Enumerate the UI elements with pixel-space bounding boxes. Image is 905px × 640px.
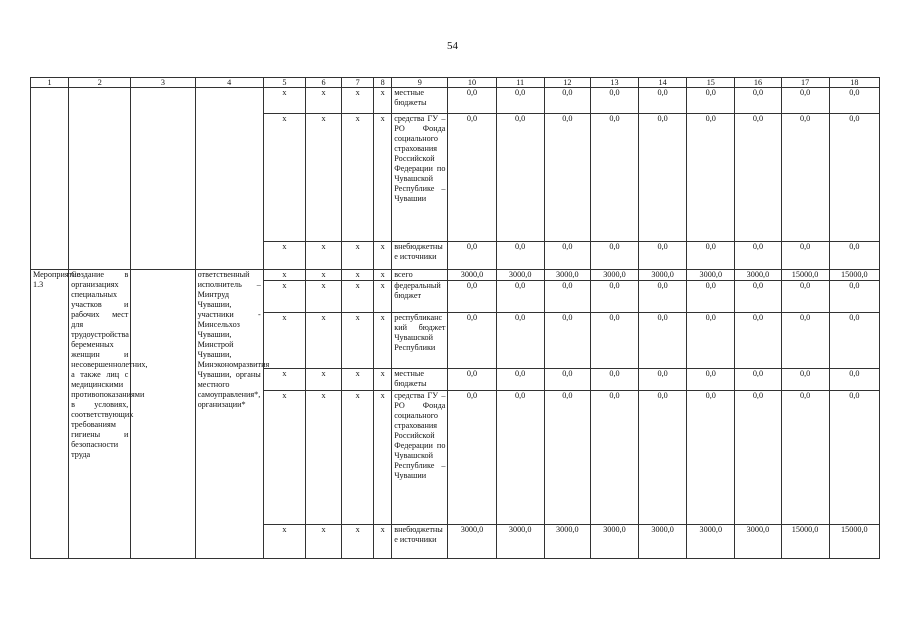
amount-cell: 0,0 — [448, 391, 496, 525]
amount-cell: 3000,0 — [544, 270, 590, 281]
amount-cell: 3000,0 — [544, 525, 590, 559]
amount-cell: 15000,0 — [829, 270, 879, 281]
x-mark-cell: х — [342, 281, 374, 313]
amount-cell: 3000,0 — [590, 525, 638, 559]
x-mark-cell: х — [374, 270, 392, 281]
x-mark-cell: х — [342, 313, 374, 369]
funding-source-cell: федеральный бюджет — [392, 281, 448, 313]
amount-cell: 0,0 — [448, 88, 496, 114]
x-mark-cell: х — [305, 313, 341, 369]
column-number: 13 — [590, 78, 638, 88]
x-mark-cell: х — [374, 88, 392, 114]
amount-cell: 0,0 — [829, 281, 879, 313]
amount-cell: 0,0 — [590, 242, 638, 270]
column-number: 17 — [781, 78, 829, 88]
amount-cell: 0,0 — [687, 369, 735, 391]
x-mark-cell: х — [342, 369, 374, 391]
x-mark-cell: х — [342, 270, 374, 281]
amount-cell: 0,0 — [829, 313, 879, 369]
amount-cell: 0,0 — [590, 114, 638, 242]
amount-cell: 0,0 — [639, 281, 687, 313]
x-mark-cell: х — [263, 525, 305, 559]
column-number-row — [31, 78, 880, 88]
amount-cell: 0,0 — [544, 369, 590, 391]
amount-cell: 0,0 — [544, 281, 590, 313]
x-mark-cell: х — [374, 391, 392, 525]
amount-cell: 3000,0 — [687, 525, 735, 559]
amount-cell: 0,0 — [496, 369, 544, 391]
amount-cell: 15000,0 — [781, 525, 829, 559]
amount-cell: 0,0 — [639, 88, 687, 114]
funding-source-cell: всего — [392, 270, 448, 281]
amount-cell: 0,0 — [639, 242, 687, 270]
funding-source-cell: внебюджетные источники — [392, 242, 448, 270]
table-row — [31, 88, 880, 114]
amount-cell: 3000,0 — [590, 270, 638, 281]
amount-cell: 0,0 — [639, 114, 687, 242]
x-mark-cell: х — [305, 369, 341, 391]
funding-source-cell: средства ГУ – РО Фонда социального страхования Российской Федерации по Чувашской Республике – Чувашии — [392, 391, 448, 525]
amount-cell: 0,0 — [448, 114, 496, 242]
x-mark-cell: х — [305, 270, 341, 281]
amount-cell: 0,0 — [781, 369, 829, 391]
amount-cell: 0,0 — [735, 391, 781, 525]
amount-cell: 0,0 — [544, 88, 590, 114]
amount-cell: 0,0 — [544, 313, 590, 369]
x-mark-cell: х — [263, 313, 305, 369]
column-number: 15 — [687, 78, 735, 88]
amount-cell: 0,0 — [829, 114, 879, 242]
measure-name: Создание в организациях специальных участков и рабочих мест для трудоустройства беременных женщин и несовершеннолетних, а также лиц с медицинскими противопоказаниями в условиях, соответствующих требованиям гигиены и безопасности труда — [69, 270, 131, 559]
column-number: 9 — [392, 78, 448, 88]
x-mark-cell: х — [305, 281, 341, 313]
amount-cell: 3000,0 — [735, 525, 781, 559]
merged-empty-cell — [131, 270, 195, 559]
measure-executors: ответственный исполнитель – Минтруд Чувашии, участники - Минсельхоз Чувашии, Минстрой Чувашии, Минэкономразвития Чувашии, органы местного самоуправления*, организации* — [195, 270, 263, 559]
amount-cell: 0,0 — [496, 114, 544, 242]
amount-cell: 0,0 — [590, 281, 638, 313]
amount-cell: 0,0 — [829, 242, 879, 270]
amount-cell: 0,0 — [496, 281, 544, 313]
amount-cell: 3000,0 — [496, 270, 544, 281]
merged-empty-cell — [195, 88, 263, 270]
merged-empty-cell — [69, 88, 131, 270]
x-mark-cell: х — [263, 270, 305, 281]
column-number: 7 — [342, 78, 374, 88]
column-number: 8 — [374, 78, 392, 88]
amount-cell: 0,0 — [448, 313, 496, 369]
x-mark-cell: х — [305, 242, 341, 270]
column-number: 6 — [305, 78, 341, 88]
amount-cell: 0,0 — [735, 114, 781, 242]
x-mark-cell: х — [374, 281, 392, 313]
amount-cell: 0,0 — [496, 313, 544, 369]
x-mark-cell: х — [263, 281, 305, 313]
merged-empty-cell — [131, 88, 195, 270]
column-number: 3 — [131, 78, 195, 88]
amount-cell: 0,0 — [448, 369, 496, 391]
amount-cell: 0,0 — [781, 313, 829, 369]
amount-cell: 0,0 — [448, 281, 496, 313]
amount-cell: 0,0 — [544, 114, 590, 242]
amount-cell: 0,0 — [590, 313, 638, 369]
program-table — [30, 77, 880, 559]
funding-source-cell: внебюджетные источники — [392, 525, 448, 559]
x-mark-cell: х — [342, 525, 374, 559]
amount-cell: 0,0 — [687, 242, 735, 270]
column-number: 16 — [735, 78, 781, 88]
amount-cell: 15000,0 — [781, 270, 829, 281]
amount-cell: 0,0 — [735, 242, 781, 270]
amount-cell: 0,0 — [590, 391, 638, 525]
x-mark-cell: х — [374, 114, 392, 242]
funding-source-cell: местные бюджеты — [392, 369, 448, 391]
amount-cell: 0,0 — [687, 391, 735, 525]
amount-cell: 0,0 — [781, 281, 829, 313]
amount-cell: 0,0 — [735, 281, 781, 313]
amount-cell: 0,0 — [781, 88, 829, 114]
amount-cell: 0,0 — [639, 313, 687, 369]
amount-cell: 0,0 — [687, 114, 735, 242]
amount-cell: 3000,0 — [639, 270, 687, 281]
column-number: 14 — [639, 78, 687, 88]
funding-source-cell: средства ГУ – РО Фонда социального страхования Российской Федерации по Чувашской Республике – Чувашии — [392, 114, 448, 242]
amount-cell: 0,0 — [687, 313, 735, 369]
amount-cell: 0,0 — [687, 281, 735, 313]
column-number: 12 — [544, 78, 590, 88]
amount-cell: 0,0 — [829, 88, 879, 114]
table-row — [31, 270, 880, 281]
amount-cell: 3000,0 — [448, 270, 496, 281]
amount-cell: 15000,0 — [829, 525, 879, 559]
x-mark-cell: х — [374, 313, 392, 369]
amount-cell: 3000,0 — [496, 525, 544, 559]
x-mark-cell: х — [305, 88, 341, 114]
column-number: 4 — [195, 78, 263, 88]
x-mark-cell: х — [263, 242, 305, 270]
x-mark-cell: х — [263, 369, 305, 391]
x-mark-cell: х — [305, 391, 341, 525]
x-mark-cell: х — [342, 391, 374, 525]
amount-cell: 0,0 — [687, 88, 735, 114]
x-mark-cell: х — [342, 88, 374, 114]
amount-cell: 0,0 — [735, 88, 781, 114]
x-mark-cell: х — [342, 242, 374, 270]
amount-cell: 0,0 — [544, 242, 590, 270]
x-mark-cell: х — [263, 88, 305, 114]
amount-cell: 0,0 — [448, 242, 496, 270]
amount-cell: 0,0 — [496, 391, 544, 525]
funding-source-cell: республиканский бюджет Чувашской Республики — [392, 313, 448, 369]
x-mark-cell: х — [305, 525, 341, 559]
column-number: 11 — [496, 78, 544, 88]
merged-empty-cell — [31, 88, 69, 270]
amount-cell: 3000,0 — [687, 270, 735, 281]
amount-cell: 0,0 — [781, 242, 829, 270]
amount-cell: 3000,0 — [735, 270, 781, 281]
x-mark-cell: х — [263, 391, 305, 525]
amount-cell: 0,0 — [829, 369, 879, 391]
amount-cell: 3000,0 — [639, 525, 687, 559]
x-mark-cell: х — [374, 242, 392, 270]
amount-cell: 0,0 — [829, 391, 879, 525]
amount-cell: 0,0 — [496, 242, 544, 270]
x-mark-cell: х — [263, 114, 305, 242]
amount-cell: 0,0 — [590, 369, 638, 391]
page-number: 54 — [447, 40, 458, 52]
amount-cell: 0,0 — [639, 391, 687, 525]
column-number: 18 — [829, 78, 879, 88]
x-mark-cell: х — [305, 114, 341, 242]
amount-cell: 0,0 — [781, 391, 829, 525]
column-number: 5 — [263, 78, 305, 88]
funding-source-cell: местные бюджеты — [392, 88, 448, 114]
measure-code: Мероприятие 1.3 — [31, 270, 69, 559]
amount-cell: 0,0 — [496, 88, 544, 114]
amount-cell: 0,0 — [735, 369, 781, 391]
x-mark-cell: х — [374, 525, 392, 559]
x-mark-cell: х — [374, 369, 392, 391]
amount-cell: 0,0 — [639, 369, 687, 391]
column-number: 1 — [31, 78, 69, 88]
x-mark-cell: х — [342, 114, 374, 242]
column-number: 10 — [448, 78, 496, 88]
amount-cell: 3000,0 — [448, 525, 496, 559]
amount-cell: 0,0 — [735, 313, 781, 369]
amount-cell: 0,0 — [590, 88, 638, 114]
column-number: 2 — [69, 78, 131, 88]
amount-cell: 0,0 — [544, 391, 590, 525]
amount-cell: 0,0 — [781, 114, 829, 242]
